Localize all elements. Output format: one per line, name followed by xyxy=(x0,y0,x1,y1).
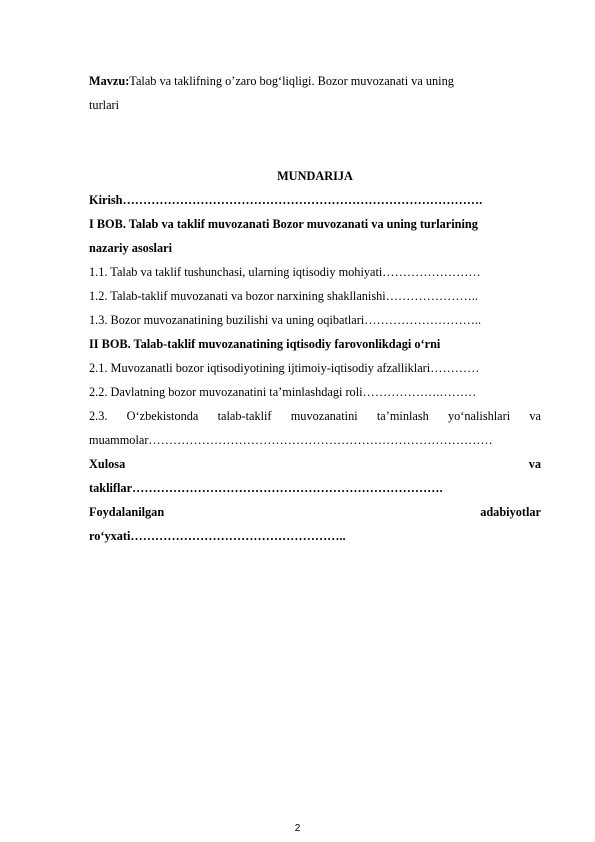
toc-word: adabiyotlar xyxy=(480,505,541,519)
toc-word: yo‘nalishlari xyxy=(448,409,511,423)
toc-word: talab-taklif xyxy=(217,409,272,423)
topic-label: Mavzu: xyxy=(89,74,130,88)
toc-section-2-1: 2.1. Muvozanatli bozor iqtisodiyotining ijtimoiy-iqtisodiy afzalliklari………… xyxy=(89,361,480,375)
topic-line xyxy=(89,73,541,89)
toc-word: va xyxy=(529,409,541,423)
toc-word: va xyxy=(528,457,541,471)
toc-heading: MUNDARIJA xyxy=(277,169,353,183)
toc-section-1-1: 1.1. Talab va taklif tushunchasi, ularning iqtisodiy mohiyati…………………… xyxy=(89,265,481,279)
topic-title-line1: Talab va taklifning o’zaro bog‘liqligi. Bozor muvozanati va uning xyxy=(129,74,454,88)
toc-word: Xulosa xyxy=(89,457,126,471)
toc-conclusion-line2: takliflar…………………………………………………………………. xyxy=(89,481,443,495)
toc-word: Foydalanilgan xyxy=(89,505,165,519)
toc-section-1-2: 1.2. Talab-taklif muvozanati va bozor narxining shakllanishi………………….. xyxy=(89,289,478,303)
toc-word: ta’minlash xyxy=(376,409,429,423)
toc-chapter2: II BOB. Talab-taklif muvozanatining iqtisodiy farovonlikdagi o‘rni xyxy=(89,337,441,351)
toc-intro: Kirish……………………………………………………………………………. xyxy=(89,193,483,207)
toc-section-1-3: 1.3. Bozor muvozanatining buzilishi va uning oqibatlari……………………….. xyxy=(89,313,482,327)
toc-chapter1-line1: I BOB. Talab va taklif muvozanati Bozor muvozanati va uning turlarining xyxy=(89,217,478,231)
toc-chapter1-line2: nazariy asoslari xyxy=(89,241,172,255)
toc-section-2-2: 2.2. Davlatning bozor muvozanatini ta’minlashdagi roli……………….……… xyxy=(89,385,477,399)
toc-section-2-3-line2: muammolar………………………………………………………………………… xyxy=(89,433,493,447)
topic-title-line2: turlari xyxy=(89,98,120,112)
toc-section-2-3-line1 xyxy=(89,408,541,424)
page-number: 2 xyxy=(294,823,301,834)
toc-conclusion-line1 xyxy=(89,456,541,472)
toc-word: O‘zbekistonda xyxy=(126,409,199,423)
toc-references-line1 xyxy=(89,504,541,520)
toc-word: 2.3. xyxy=(89,409,108,423)
toc-references-line2: ro‘yxati…………………………………………….. xyxy=(89,529,346,543)
toc-word: muvozanatini xyxy=(290,409,358,423)
